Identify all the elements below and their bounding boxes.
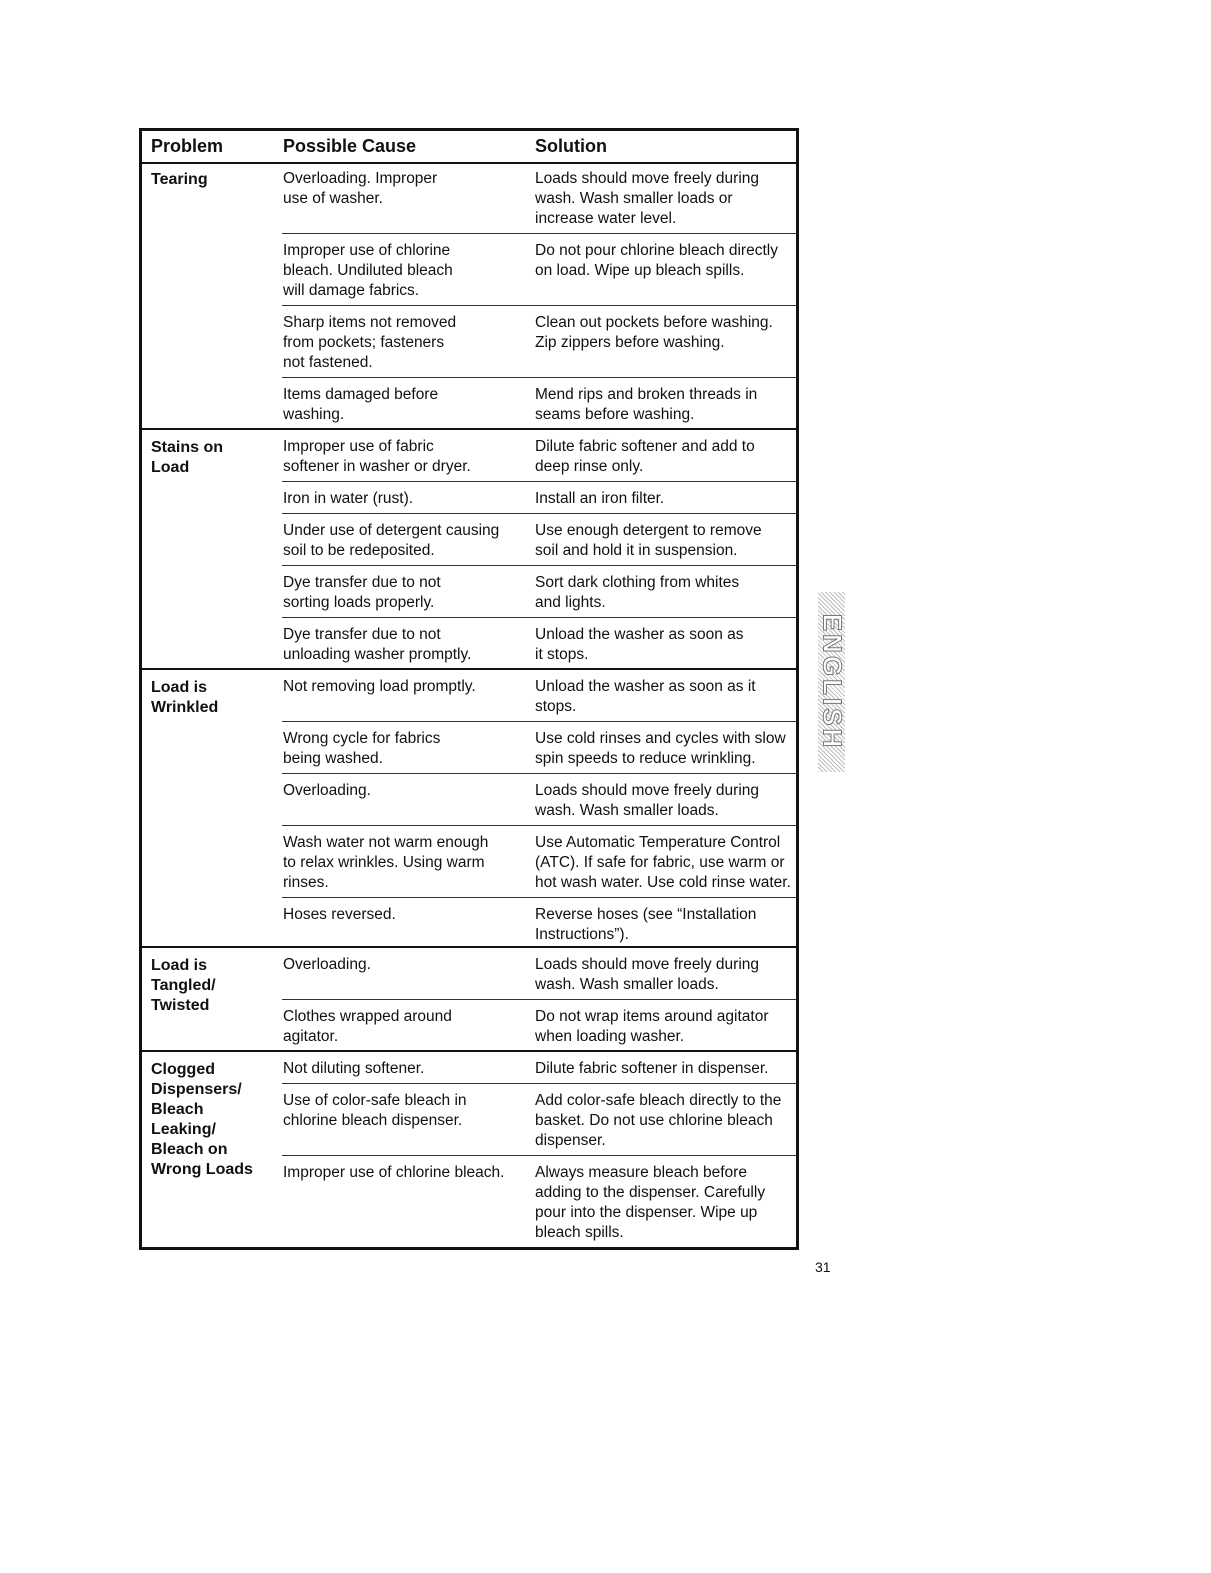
table-row [282, 1156, 796, 1247]
table-row [282, 514, 796, 566]
solution-cell: Use enough detergent to remove soil and hold it in suspension. [535, 522, 762, 559]
problem-group-load-wrinkled [142, 670, 796, 948]
solution-cell: Unload the washer as soon as it stops. [535, 678, 756, 715]
cause-cell: Use of color-safe bleach in chlorine bleach dispenser. [283, 1092, 467, 1129]
cause-cell: Improper use of fabric softener in washer or dryer. [283, 438, 471, 475]
solution-cell: Clean out pockets before washing. Zip zippers before washing. [535, 314, 773, 351]
solution-cell: Loads should move freely during wash. Wash smaller loads. [535, 782, 760, 819]
cause-cell: Clothes wrapped around agitator. [283, 1008, 452, 1045]
problem-label: Load is Wrinkled [151, 679, 219, 716]
table-row [282, 566, 796, 618]
table-row [282, 1052, 796, 1084]
cause-cell: Hoses reversed. [283, 906, 396, 923]
table-row [282, 162, 796, 234]
solution-cell: Always measure bleach before adding to the dispenser. Carefully pour into the dispenser. Wipe up bleach spills. [535, 1164, 766, 1241]
cause-cell: Not diluting softener. [283, 1060, 425, 1077]
cause-cell: Improper use of chlorine bleach. [283, 1164, 505, 1181]
solution-cell: Sort dark clothing from whites and lights. [535, 574, 740, 611]
table-row [282, 898, 796, 948]
cause-cell: Overloading. Improper use of washer. [283, 170, 438, 207]
solution-cell: Unload the washer as soon as it stops. [535, 626, 744, 663]
solution-cell: Use cold rinses and cycles with slow spin speeds to reduce wrinkling. [535, 730, 786, 767]
problem-label: Stains on Load [151, 439, 224, 476]
table-row [282, 1000, 796, 1052]
language-side-tab [818, 592, 845, 772]
problem-label: Clogged Dispensers/ Bleach Leaking/ Bleach on Wrong Loads [151, 1061, 253, 1178]
cause-cell: Overloading. [283, 782, 371, 799]
cause-cell: Wash water not warm enough to relax wrinkles. Using warm rinses. [283, 834, 489, 891]
solution-cell: Loads should move freely during wash. Wash smaller loads or increase water level. [535, 170, 760, 227]
problem-label: Load is Tangled/ Twisted [151, 957, 216, 1014]
solution-cell: Install an iron filter. [535, 490, 665, 507]
cause-cell: Under use of detergent causing soil to be redeposited. [283, 522, 500, 559]
solution-cell: Add color-safe bleach directly to the basket. Do not use chlorine bleach dispenser. [535, 1092, 782, 1149]
cause-cell: Improper use of chlorine bleach. Undiluted bleach will damage fabrics. [283, 242, 453, 299]
table-row [282, 948, 796, 1000]
side-tab-label: ENGLISH [817, 613, 847, 751]
table-row [282, 378, 796, 430]
solution-cell: Do not pour chlorine bleach directly on load. Wipe up bleach spills. [535, 242, 778, 279]
problem-label: Tearing [151, 171, 208, 188]
table-row [282, 670, 796, 722]
table-row [282, 826, 796, 898]
header-problem: Problem [151, 136, 224, 156]
table-header-row [142, 131, 796, 164]
cause-cell: Sharp items not removed from pockets; fasteners not fastened. [283, 314, 457, 371]
table-row [282, 234, 796, 306]
table-row [282, 722, 796, 774]
table-row [282, 774, 796, 826]
problem-group-clogged-dispensers [142, 1052, 796, 1247]
cause-cell: Not removing load promptly. [283, 678, 476, 695]
troubleshooting-table [139, 128, 799, 1250]
table-row [282, 306, 796, 378]
solution-cell: Use Automatic Temperature Control (ATC). If safe for fabric, use warm or hot wash water. Use cold rinse water. [535, 834, 791, 891]
problem-group-tearing [142, 162, 796, 430]
cause-cell: Iron in water (rust). [283, 490, 414, 507]
table-row [282, 430, 796, 482]
solution-cell: Mend rips and broken threads in seams before washing. [535, 386, 758, 423]
cause-cell: Dye transfer due to not sorting loads properly. [283, 574, 441, 611]
table-row [282, 1084, 796, 1156]
cause-cell: Dye transfer due to not unloading washer promptly. [283, 626, 472, 663]
solution-cell: Dilute fabric softener in dispenser. [535, 1060, 769, 1077]
cause-cell: Items damaged before washing. [283, 386, 439, 423]
cause-cell: Wrong cycle for fabrics being washed. [283, 730, 441, 767]
solution-cell: Dilute fabric softener and add to deep rinse only. [535, 438, 755, 475]
solution-cell: Reverse hoses (see “Installation Instructions”). [535, 906, 757, 943]
header-solution: Solution [535, 136, 607, 156]
solution-cell: Do not wrap items around agitator when loading washer. [535, 1008, 769, 1045]
page-number: 31 [815, 1259, 831, 1275]
problem-group-load-tangled [142, 948, 796, 1052]
solution-cell: Loads should move freely during wash. Wash smaller loads. [535, 956, 760, 993]
table-row [282, 482, 796, 514]
problem-group-stains-on-load [142, 430, 796, 670]
table-row [282, 618, 796, 670]
header-possible-cause: Possible Cause [283, 136, 417, 156]
cause-cell: Overloading. [283, 956, 371, 973]
